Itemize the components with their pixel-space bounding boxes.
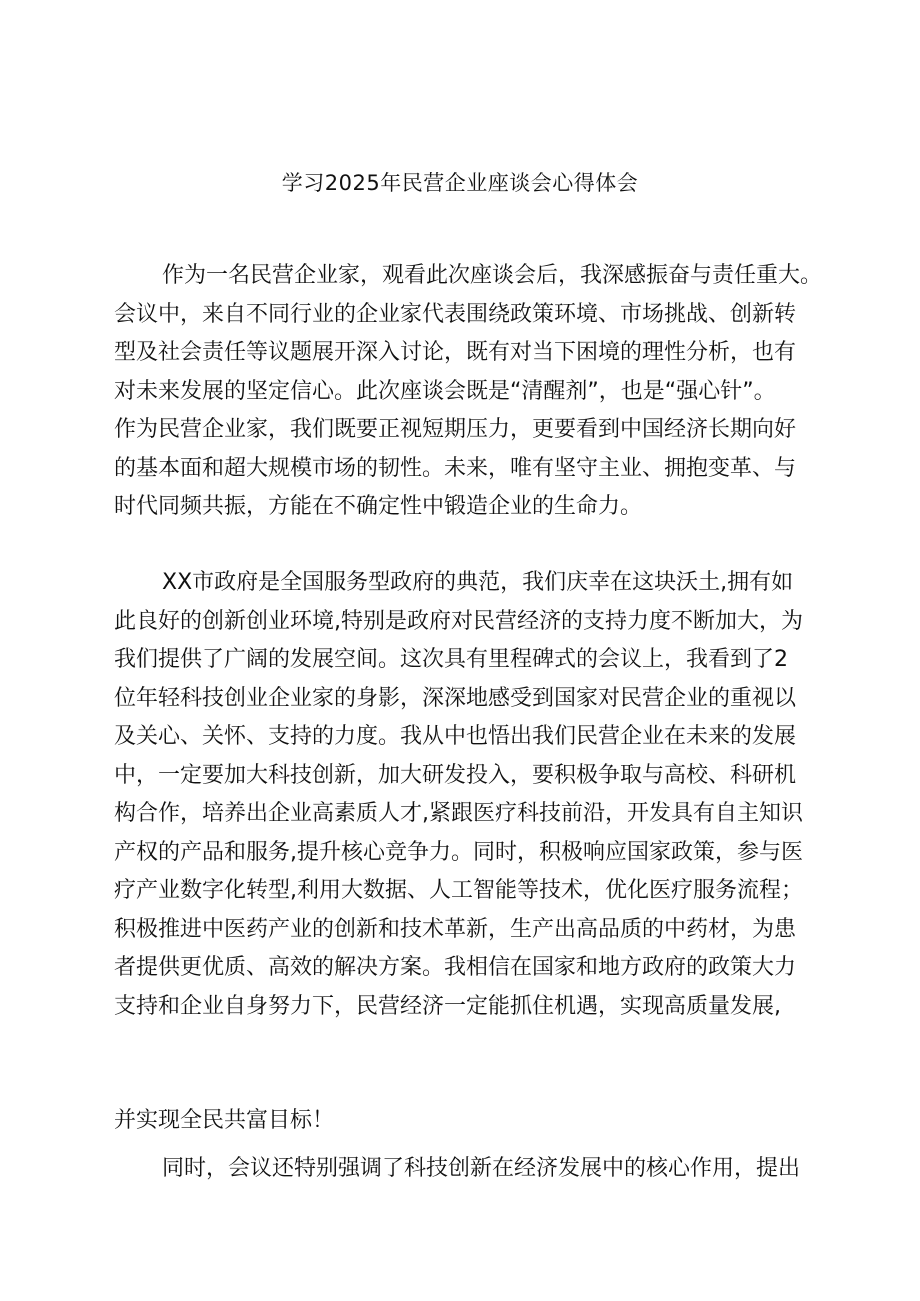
paragraph-2-line: 者提供更优质、高效的解决方案。我相信在国家和地方政府的政策大力 <box>114 955 797 980</box>
paragraph-2-line: 疗产业数字化转型,利用大数据、人工智能等技术，优化医疗服务流程； <box>114 878 803 903</box>
paragraph-3 <box>114 1102 834 1141</box>
paragraph-2-line: 及关心、关怀、支持的力度。我从中也悟出我们民营企业在未来的发展 <box>114 724 797 749</box>
paragraph-3-line: 并实现全民共富目标！ <box>114 1108 335 1133</box>
paragraph-1-line: 作为一名民营企业家，观看此次座谈会后，我深感振奋与责任重大。 <box>162 263 823 288</box>
paragraph-4-line: 同时，会议还特别强调了科技创新在经济发展中的核心作用，提出 <box>162 1156 801 1181</box>
paragraph-1 <box>114 257 834 527</box>
paragraph-2-line: 中，一定要加大科技创新，加大研发投入，要积极争取与高校、科研机 <box>114 762 797 788</box>
paragraph-1-line: 会议中，来自不同行业的企业家代表围绕政策环境、市场挑战、创新转 <box>114 301 797 327</box>
paragraph-2-line: 我们提供了广阔的发展空间。这次具有里程碑式的会议上，我看到了2 <box>114 647 788 672</box>
paragraph-2-line: 构合作，培养出企业高素质人才,紧跟医疗科技前沿，开发具有自主知识 <box>114 801 803 826</box>
paragraph-1-line: 的基本面和超大规模市场的韧性。未来，唯有坚守主业、拥抱变革、与 <box>114 455 797 481</box>
paragraph-2-line: 积极推进中医药产业的创新和技术革新，生产出高品质的中药材，为患 <box>114 916 797 942</box>
paragraph-2-line: 此良好的创新创业环境,特别是政府对民营经济的支持力度不断加大，为 <box>114 608 803 634</box>
paragraph-4 <box>114 1150 834 1189</box>
paragraph-1-line: 对未来发展的坚定信心。此次座谈会既是“清醒剂”，也是“强心针”。 <box>114 378 776 404</box>
paragraph-2-line: 支持和企业自身努力下，民营经济一定能抓住机遇，实现高质量发展, <box>114 993 781 1019</box>
paragraph-1-line: 时代同频共振，方能在不确定性中锻造企业的生命力。 <box>114 494 643 519</box>
document-title: 学习2025年民营企业座谈会心得体会 <box>281 171 639 195</box>
paragraph-2 <box>114 564 834 1026</box>
paragraph-1-line: 作为民营企业家，我们既要正视短期压力，更要看到中国经济长期向好 <box>114 417 797 442</box>
paragraph-2-line: 产权的产品和服务,提升核心竞争力。同时，积极响应国家政策，参与医 <box>114 839 803 865</box>
paragraph-1-line: 型及社会责任等议题展开深入讨论，既有对当下困境的理性分析，也有 <box>114 340 797 365</box>
paragraph-2-line: XX市政府是全国服务型政府的典范，我们庆幸在这块沃土,拥有如 <box>162 570 794 595</box>
paragraph-2-line: 位年轻科技创业企业家的身影，深深地感受到国家对民营企业的重视以 <box>114 685 797 711</box>
